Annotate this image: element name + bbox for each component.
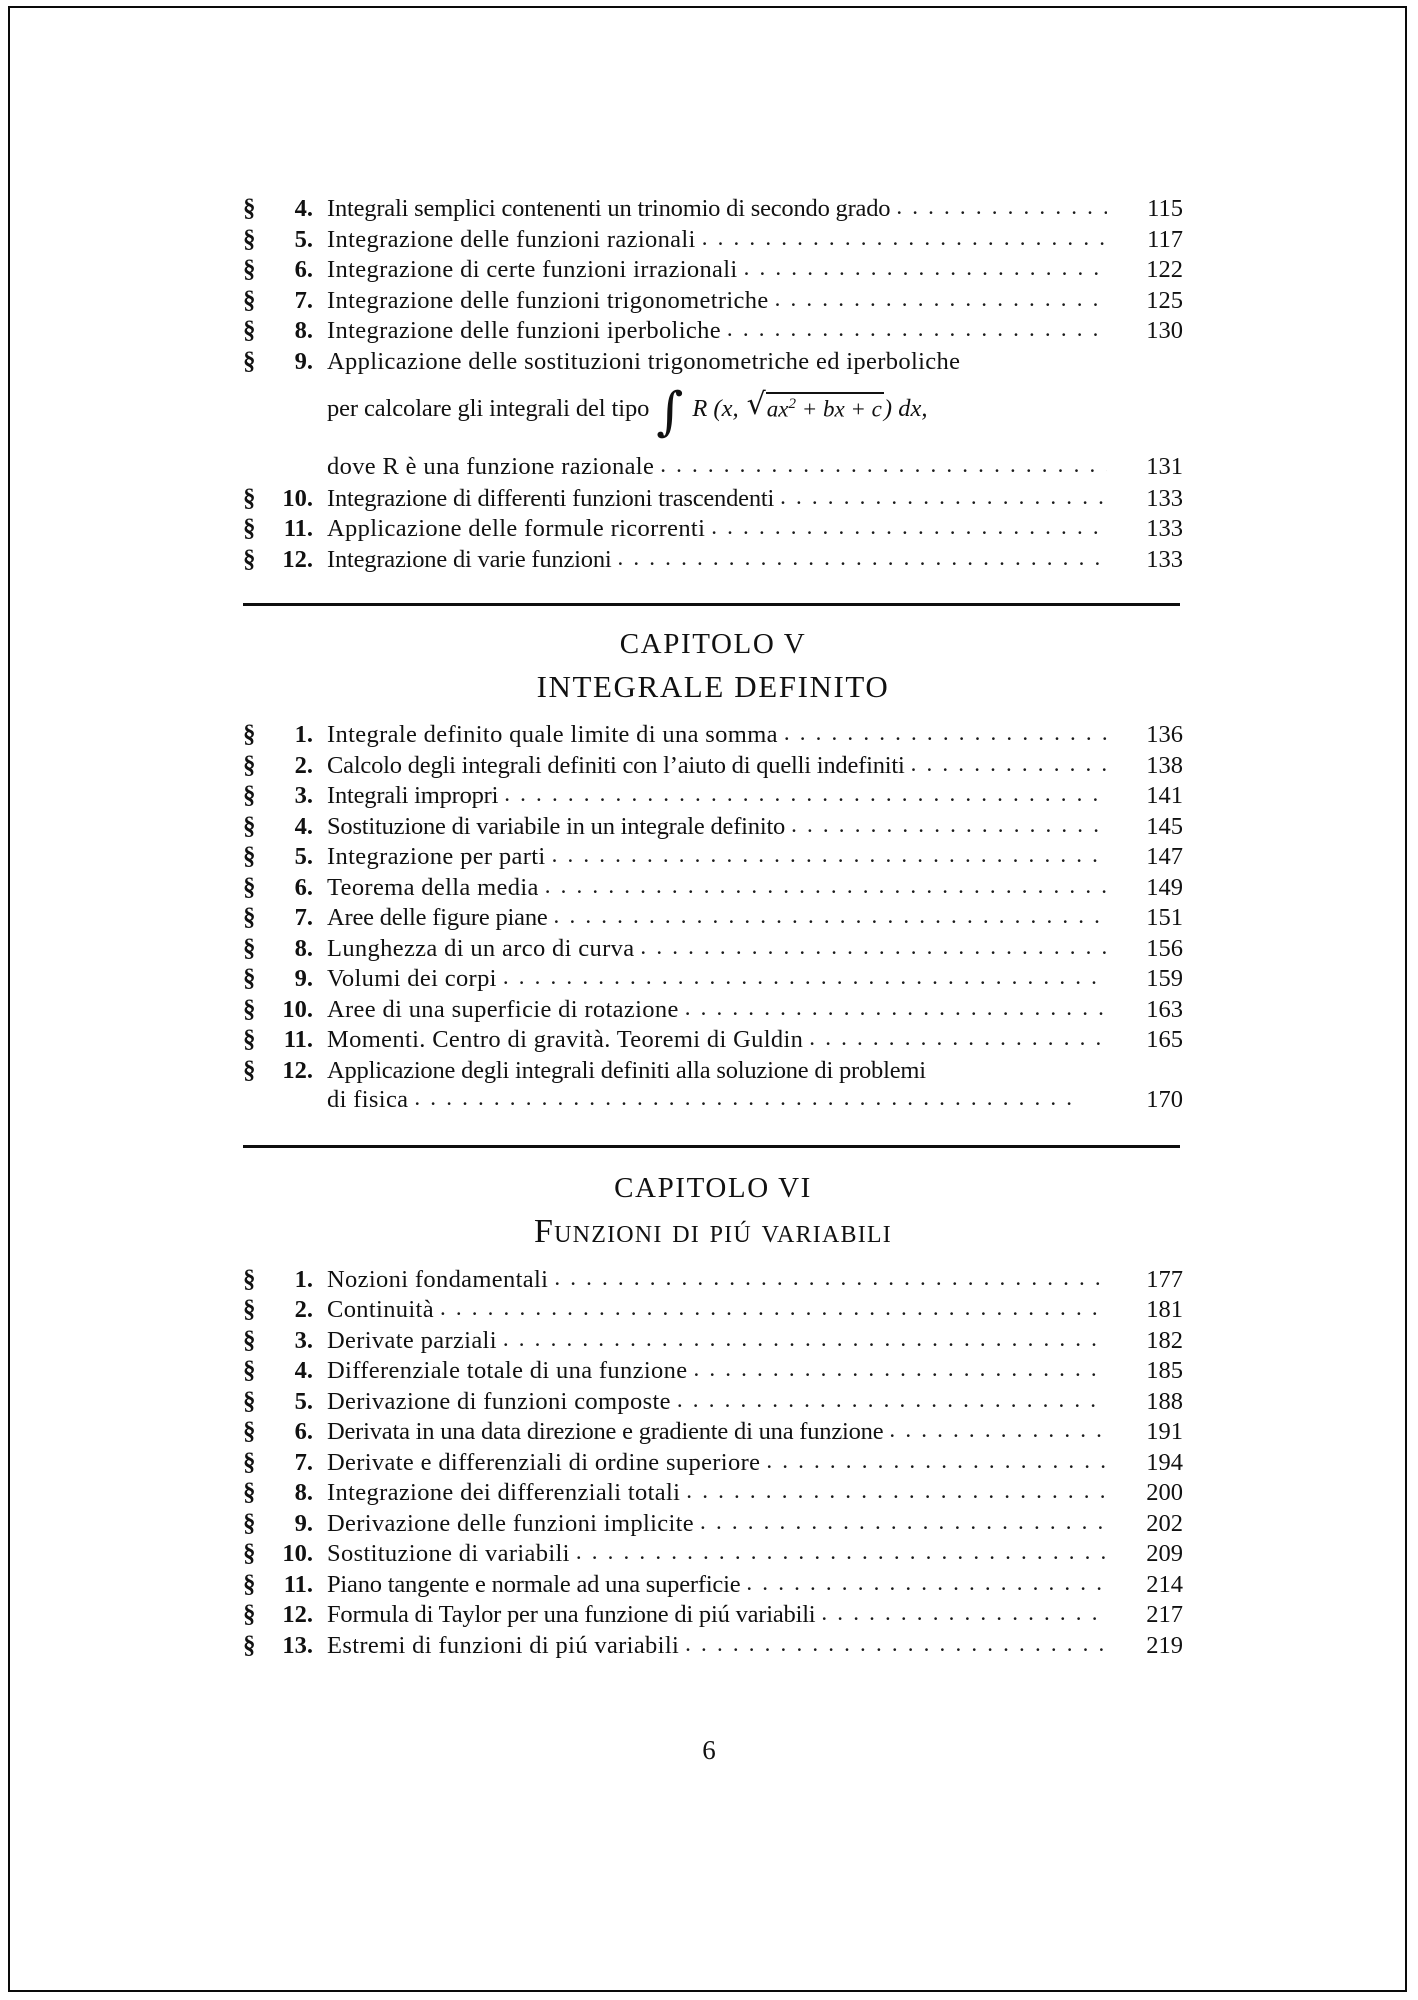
toc-page-number: 149 [1146, 873, 1183, 901]
radicand-rest: + bx + c [795, 396, 882, 422]
toc-page-number: 156 [1146, 934, 1183, 962]
section-mark: § [243, 751, 256, 779]
toc-page-number: 165 [1146, 1026, 1183, 1053]
dot-leader [545, 876, 1107, 897]
section-mark: § [243, 1357, 256, 1384]
toc-entry-title: Derivazione delle funzioni implicite [327, 1511, 695, 1536]
toc-row[interactable] [243, 288, 1183, 319]
section-mark: § [243, 1570, 256, 1598]
section-mark: § [243, 545, 256, 573]
dot-leader [552, 845, 1107, 866]
toc-row[interactable] [243, 1633, 1183, 1664]
formula-lead-text: per calcolare gli integrali del tipo [327, 395, 650, 423]
toc-row[interactable] [243, 1389, 1183, 1420]
toc-row[interactable] [243, 1419, 1183, 1450]
section-mark: § [243, 1418, 256, 1445]
toc-entry-title: Derivazione di funzioni composte [327, 1389, 671, 1414]
toc-row[interactable] [243, 1541, 1183, 1572]
dot-leader [727, 319, 1107, 340]
toc-entry-title: Piano tangente e normale ad una superficie [327, 1572, 741, 1597]
dot-leader [685, 998, 1107, 1019]
toc-entry-title: Lunghezza di un arco di curva [327, 936, 635, 961]
section-number: 4. [294, 1357, 313, 1384]
toc-entry-title: Momenti. Centro di gravità. Teoremi di Guldin [327, 1028, 804, 1053]
section-mark: § [243, 1056, 256, 1084]
section-number: 10. [282, 995, 313, 1023]
toc-page-number: 117 [1147, 225, 1183, 253]
toc-page-number: 185 [1146, 1357, 1183, 1384]
section-number: 1. [294, 1265, 313, 1293]
formula-function: R (x, [692, 395, 739, 423]
section-number: 12. [282, 1601, 313, 1628]
toc-row[interactable] [243, 547, 1183, 578]
toc-row[interactable] [243, 1297, 1183, 1328]
toc-page-number: 133 [1146, 484, 1183, 512]
dot-leader [617, 548, 1107, 569]
section-mark: § [243, 904, 256, 931]
section-number: 12. [282, 1056, 313, 1084]
toc-page-number: 182 [1146, 1326, 1183, 1354]
section-number: 12. [282, 545, 313, 573]
toc-page-number: 200 [1146, 1479, 1183, 1506]
dot-leader [775, 289, 1107, 310]
section-mark: § [243, 484, 256, 512]
section-number: 13. [282, 1631, 313, 1659]
toc-entry-title: Estremi di funzioni di piú variabili [327, 1633, 680, 1658]
toc-page-number: 181 [1146, 1296, 1183, 1323]
dot-leader [576, 1542, 1107, 1563]
section-number: 9. [294, 1509, 313, 1537]
toc-entry-title: Integrazione delle funzioni iperboliche [327, 319, 721, 344]
radicand [766, 392, 884, 423]
section-mark: § [243, 1387, 256, 1415]
toc-row[interactable] [243, 1267, 1183, 1298]
toc-entry-title: Sostituzione di variabile in un integrale definito [327, 814, 786, 839]
dot-leader [744, 258, 1107, 279]
toc-row[interactable] [243, 753, 1183, 784]
dot-leader [660, 455, 1107, 476]
dot-leader [440, 1298, 1107, 1319]
toc-page-number: 170 [1146, 1086, 1183, 1113]
toc-entry-title: Integrazione delle funzioni trigonometriche [327, 288, 769, 313]
toc-entry-title: Calcolo degli integrali definiti con l’aiuto di quelli indefiniti [327, 753, 905, 778]
toc-entry-title: Integrazione di varie funzioni [327, 547, 612, 572]
dot-leader [896, 197, 1107, 218]
toc-group-chapter-vi [243, 1267, 1183, 1664]
toc-group-chapter-iv-continued [243, 196, 1183, 577]
section-number: 5. [294, 1387, 313, 1415]
toc-page-number: 151 [1146, 904, 1183, 931]
toc-row[interactable] [243, 318, 1183, 349]
toc-entry-title: Aree delle figure piane [327, 906, 548, 931]
dot-leader [711, 517, 1107, 538]
toc-page-number: 115 [1147, 195, 1183, 222]
dot-leader [693, 1359, 1107, 1380]
section-mark: § [243, 995, 256, 1023]
toc-entry-title: Aree di una superficie di rotazione [327, 997, 679, 1022]
toc-row[interactable] [243, 196, 1183, 227]
toc-row[interactable] [243, 486, 1183, 517]
toc-row[interactable] [243, 516, 1183, 547]
toc-page-number: 147 [1146, 843, 1183, 870]
toc-row[interactable] [243, 875, 1183, 906]
toc-entry-title: Integrale definito quale limite di una somma [327, 723, 778, 748]
toc-row-continuation[interactable] [243, 455, 1183, 486]
toc-page-number: 125 [1146, 286, 1183, 314]
section-number: 4. [294, 195, 313, 222]
chapter-heading-v [243, 630, 1183, 702]
section-mark: § [243, 347, 256, 375]
toc-page-number: 188 [1146, 1387, 1183, 1415]
toc-row[interactable] [243, 1572, 1183, 1603]
toc-entry-title: Integrali impropri [327, 784, 499, 809]
radicand-a: ax [766, 396, 789, 422]
dot-leader [700, 1512, 1107, 1533]
section-mark: § [243, 721, 256, 748]
toc-row[interactable] [243, 936, 1183, 967]
toc-row[interactable] [243, 349, 1183, 380]
dot-leader [640, 937, 1107, 958]
toc-row[interactable] [243, 227, 1183, 258]
toc-page-number: 131 [1146, 453, 1183, 480]
toc-entry-title-continued: dove R è una funzione razionale [327, 455, 655, 480]
section-mark: § [243, 515, 256, 542]
chapter-title: INTEGRALE DEFINITO [536, 669, 890, 704]
section-number: 3. [294, 1326, 313, 1354]
section-number: 9. [294, 347, 313, 375]
section-mark: § [243, 873, 256, 901]
section-mark: § [243, 1448, 256, 1476]
section-mark: § [243, 1296, 256, 1323]
section-mark: § [243, 812, 256, 840]
section-mark: § [243, 195, 256, 222]
toc-row[interactable] [243, 1328, 1183, 1359]
chapter-number: CAPITOLO V [619, 628, 807, 660]
dot-leader [554, 1268, 1107, 1289]
toc-entry-title: Integrazione di certe funzioni irrazionali [327, 258, 738, 283]
folio-page-number: 6 [702, 1735, 716, 1765]
integral-formula [327, 379, 1183, 442]
toc-page-number: 163 [1146, 995, 1183, 1023]
section-number: 6. [294, 873, 313, 901]
section-mark: § [243, 256, 256, 283]
toc-row[interactable] [243, 257, 1183, 288]
toc-page-number: 202 [1146, 1509, 1183, 1537]
section-number: 7. [294, 904, 313, 931]
radicand-exponent: 2 [788, 395, 796, 412]
section-mark: § [243, 1479, 256, 1506]
toc-page-number: 191 [1146, 1418, 1183, 1445]
toc-page-number: 209 [1146, 1540, 1183, 1567]
section-mark: § [243, 1326, 256, 1354]
section-number: 11. [283, 1570, 313, 1598]
section-mark: § [243, 317, 256, 344]
toc-page-number: 159 [1146, 965, 1183, 992]
dot-leader [889, 1420, 1107, 1441]
toc-page-number: 138 [1146, 751, 1183, 779]
section-number: 10. [282, 484, 313, 512]
dot-leader [702, 228, 1107, 249]
toc-entry-title: Formula di Taylor per una funzione di piú variabili [327, 1603, 816, 1628]
section-number: 5. [294, 843, 313, 870]
section-mark: § [243, 1509, 256, 1537]
section-number: 7. [294, 1448, 313, 1476]
section-mark: § [243, 934, 256, 962]
toc-page-number: 217 [1146, 1601, 1183, 1628]
toc-entry-title: Volumi dei corpi [327, 967, 497, 992]
toc-entry-title: Continuità [327, 1298, 434, 1323]
section-number: 10. [282, 1540, 313, 1567]
chapter-number: CAPITOLO VI [614, 1171, 812, 1204]
section-number: 8. [294, 317, 313, 344]
toc-entry-title: Applicazione delle sostituzioni trigonometriche ed iperboliche [327, 349, 961, 374]
toc-row[interactable] [243, 722, 1183, 753]
integral-sign-icon: ∫ [656, 382, 684, 442]
dot-leader [911, 754, 1107, 775]
toc-row[interactable] [243, 905, 1183, 936]
toc-entry-title: Derivate parziali [327, 1328, 497, 1353]
toc-page-number: 177 [1146, 1265, 1183, 1293]
toc-group-chapter-v [243, 722, 1183, 1119]
section-number: 5. [294, 225, 313, 253]
dot-leader [791, 815, 1107, 836]
toc-row[interactable] [243, 783, 1183, 814]
toc-row[interactable] [243, 814, 1183, 845]
section-number: 7. [294, 286, 313, 314]
toc-row[interactable] [243, 966, 1183, 997]
dot-leader [685, 1634, 1107, 1655]
dot-leader [414, 1088, 1107, 1109]
table-of-contents [243, 196, 1183, 1663]
section-number: 11. [283, 1026, 313, 1053]
toc-entry-title-continued: di fisica [327, 1088, 409, 1113]
section-number: 6. [294, 1418, 313, 1445]
toc-entry-title: Integrazione dei differenziali totali [327, 1481, 681, 1506]
toc-page-number: 219 [1146, 1631, 1183, 1659]
toc-entry-title: Teorema della media [327, 875, 539, 900]
chapter-heading-vi [243, 1171, 1183, 1250]
section-number: 6. [294, 256, 313, 283]
toc-row[interactable] [243, 1358, 1183, 1389]
dot-leader [686, 1481, 1107, 1502]
section-number: 2. [294, 751, 313, 779]
formula-tail: ) dx, [883, 395, 928, 423]
section-mark: § [243, 1601, 256, 1628]
toc-row[interactable] [243, 1450, 1183, 1481]
radical-glyph: √ [746, 386, 766, 422]
toc-row[interactable] [243, 1602, 1183, 1633]
toc-entry-title: Sostituzione di variabili [327, 1542, 570, 1567]
toc-entry-title: Nozioni fondamentali [327, 1267, 549, 1292]
dot-leader [821, 1603, 1107, 1624]
section-number: 8. [294, 1479, 313, 1506]
toc-row-continuation[interactable] [243, 1088, 1183, 1119]
toc-row[interactable] [243, 1027, 1183, 1058]
toc-entry-title: Integrazione per parti [327, 845, 546, 870]
section-mark: § [243, 1540, 256, 1567]
section-number: 9. [294, 965, 313, 992]
section-number: 3. [294, 782, 313, 809]
toc-formula-row [243, 379, 1183, 455]
toc-row[interactable] [243, 1511, 1183, 1542]
toc-entry-title: Integrali semplici contenenti un trinomio di secondo grado [327, 197, 891, 222]
toc-entry-title: Integrazione di differenti funzioni trascendenti [327, 486, 775, 511]
toc-page-number: 141 [1146, 782, 1183, 809]
toc-page-number: 133 [1146, 515, 1183, 542]
dot-leader [746, 1573, 1107, 1594]
square-root-icon [746, 386, 884, 424]
section-number: 8. [294, 934, 313, 962]
section-mark: § [243, 1026, 256, 1053]
toc-page-number: 130 [1146, 317, 1183, 344]
toc-row[interactable] [243, 844, 1183, 875]
section-mark: § [243, 286, 256, 314]
dot-leader [780, 487, 1107, 508]
toc-entry-title: Differenziale totale di una funzione [327, 1359, 688, 1384]
dot-leader [784, 723, 1107, 744]
section-number: 4. [294, 812, 313, 840]
section-mark: § [243, 965, 256, 992]
toc-entry-title: Integrazione delle funzioni razionali [327, 227, 696, 252]
chapter-title: Funzioni di piú variabili [534, 1212, 892, 1250]
toc-entry-title: Derivate e differenziali di ordine superiore [327, 1450, 761, 1475]
section-mark: § [243, 225, 256, 253]
toc-page-number: 145 [1146, 812, 1183, 840]
toc-page-number: 133 [1146, 545, 1183, 573]
toc-row[interactable] [243, 997, 1183, 1028]
dot-leader [504, 784, 1107, 805]
section-mark: § [243, 1631, 256, 1659]
section-mark: § [243, 843, 256, 870]
dot-leader [809, 1028, 1107, 1049]
toc-entry-title: Applicazione delle formule ricorrenti [327, 517, 706, 542]
section-number: 2. [294, 1296, 313, 1323]
dot-leader [503, 1329, 1107, 1350]
toc-page-number: 122 [1146, 256, 1183, 283]
section-number: 11. [283, 515, 313, 542]
dot-leader [503, 967, 1107, 988]
toc-page-number: 194 [1146, 1448, 1183, 1476]
toc-page-number: 136 [1146, 721, 1183, 748]
dot-leader [677, 1390, 1107, 1411]
dot-leader [766, 1451, 1107, 1472]
section-number: 1. [294, 721, 313, 748]
toc-row[interactable] [243, 1058, 1183, 1089]
toc-entry-title: Applicazione degli integrali definiti alla soluzione di problemi [327, 1058, 926, 1083]
toc-row[interactable] [243, 1480, 1183, 1511]
section-mark: § [243, 1265, 256, 1293]
toc-entry-title: Derivata in una data direzione e gradiente di una funzione [327, 1420, 884, 1445]
section-mark: § [243, 782, 256, 809]
dot-leader [554, 906, 1107, 927]
toc-page-number: 214 [1146, 1570, 1183, 1598]
